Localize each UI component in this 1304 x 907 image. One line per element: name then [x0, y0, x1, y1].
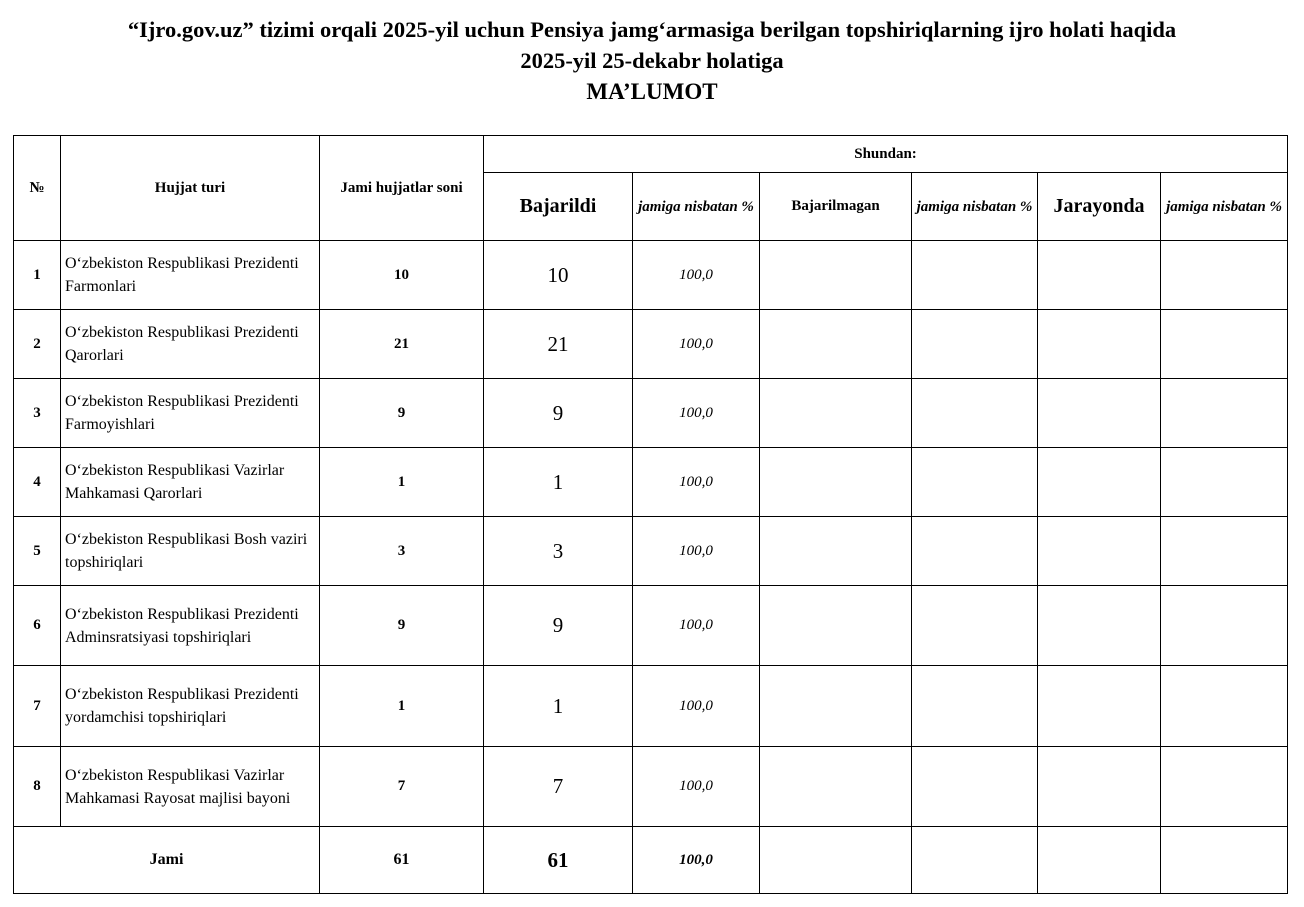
header-not-done-pct: jamiga nisbatan % [912, 173, 1038, 241]
row-done: 9 [484, 379, 633, 448]
row-total: 21 [320, 310, 484, 379]
total-label: Jami [14, 827, 320, 894]
row-doc-type: O‘zbekiston Respublikasi Prezidenti yordamchisi topshiriqlari [61, 666, 320, 747]
header-not-done: Bajarilmagan [760, 173, 912, 241]
total-docs: 61 [320, 827, 484, 894]
table-row [14, 666, 1288, 747]
header-done: Bajarildi [484, 173, 633, 241]
header-doc-type: Hujjat turi [61, 136, 320, 241]
header-number: № [14, 136, 61, 241]
execution-status-table [13, 135, 1288, 894]
row-number: 1 [14, 241, 61, 310]
row-doc-type: O‘zbekiston Respublikasi Vazirlar Mahkamasi Rayosat majlisi bayoni [61, 747, 320, 827]
row-in-progress [1038, 379, 1161, 448]
table-row [14, 586, 1288, 666]
total-row [14, 827, 1288, 894]
row-total: 3 [320, 517, 484, 586]
header-done-pct: jamiga nisbatan % [633, 173, 760, 241]
document-date: 2025-yil 25-dekabr holatiga [520, 48, 784, 73]
document-heading: MA’LUMOT [586, 79, 718, 104]
header-group-shundan: Shundan: [484, 136, 1288, 173]
total-not-done-pct [912, 827, 1038, 894]
row-in-progress [1038, 241, 1161, 310]
row-done-pct: 100,0 [633, 379, 760, 448]
row-not-done-pct [912, 448, 1038, 517]
row-total: 9 [320, 379, 484, 448]
row-not-done-pct [912, 310, 1038, 379]
row-not-done [760, 586, 912, 666]
row-not-done [760, 666, 912, 747]
row-done: 7 [484, 747, 633, 827]
row-in-progress-pct [1161, 747, 1288, 827]
row-in-progress [1038, 666, 1161, 747]
row-doc-type: O‘zbekiston Respublikasi Vazirlar Mahkamasi Qarorlari [61, 448, 320, 517]
table-row [14, 448, 1288, 517]
row-number: 3 [14, 379, 61, 448]
row-in-progress-pct [1161, 379, 1288, 448]
row-doc-type: O‘zbekiston Respublikasi Prezidenti Adminsratsiyasi topshiriqlari [61, 586, 320, 666]
row-done-pct: 100,0 [633, 666, 760, 747]
row-doc-type: O‘zbekiston Respublikasi Prezidenti Farmonlari [61, 241, 320, 310]
row-done: 3 [484, 517, 633, 586]
table-row [14, 747, 1288, 827]
row-done-pct: 100,0 [633, 517, 760, 586]
header-in-progress-pct: jamiga nisbatan % [1161, 173, 1288, 241]
document-header [0, 14, 1304, 108]
row-total: 7 [320, 747, 484, 827]
row-in-progress-pct [1161, 517, 1288, 586]
row-done: 21 [484, 310, 633, 379]
row-in-progress-pct [1161, 241, 1288, 310]
row-in-progress-pct [1161, 448, 1288, 517]
row-total: 1 [320, 448, 484, 517]
row-number: 2 [14, 310, 61, 379]
row-in-progress-pct [1161, 586, 1288, 666]
row-done: 1 [484, 666, 633, 747]
row-number: 7 [14, 666, 61, 747]
row-not-done [760, 448, 912, 517]
table-row [14, 379, 1288, 448]
row-doc-type: O‘zbekiston Respublikasi Bosh vaziri topshiriqlari [61, 517, 320, 586]
row-total: 9 [320, 586, 484, 666]
row-done-pct: 100,0 [633, 586, 760, 666]
row-done-pct: 100,0 [633, 241, 760, 310]
row-in-progress-pct [1161, 310, 1288, 379]
row-in-progress [1038, 747, 1161, 827]
row-in-progress-pct [1161, 666, 1288, 747]
row-not-done-pct [912, 666, 1038, 747]
total-done-pct: 100,0 [633, 827, 760, 894]
row-doc-type: O‘zbekiston Respublikasi Prezidenti Qarorlari [61, 310, 320, 379]
row-done: 1 [484, 448, 633, 517]
document-title: “Ijro.gov.uz” tizimi orqali 2025-yil uchun Pensiya jamg‘armasiga berilgan topshiriqlarning ijro holati haqida [127, 17, 1177, 42]
row-number: 5 [14, 517, 61, 586]
row-doc-type: O‘zbekiston Respublikasi Prezidenti Farmoyishlari [61, 379, 320, 448]
row-done-pct: 100,0 [633, 310, 760, 379]
total-not-done [760, 827, 912, 894]
row-not-done-pct [912, 241, 1038, 310]
row-not-done-pct [912, 379, 1038, 448]
row-done-pct: 100,0 [633, 448, 760, 517]
total-done: 61 [484, 827, 633, 894]
header-in-progress: Jarayonda [1038, 173, 1161, 241]
table-row [14, 517, 1288, 586]
row-done-pct: 100,0 [633, 747, 760, 827]
row-in-progress [1038, 586, 1161, 666]
total-in-progress [1038, 827, 1161, 894]
row-number: 4 [14, 448, 61, 517]
header-total-docs: Jami hujjatlar soni [320, 136, 484, 241]
row-done: 10 [484, 241, 633, 310]
row-not-done [760, 310, 912, 379]
row-number: 6 [14, 586, 61, 666]
table-row [14, 310, 1288, 379]
row-in-progress [1038, 310, 1161, 379]
total-in-progress-pct [1161, 827, 1288, 894]
row-in-progress [1038, 448, 1161, 517]
row-in-progress [1038, 517, 1161, 586]
row-not-done [760, 517, 912, 586]
row-total: 10 [320, 241, 484, 310]
row-number: 8 [14, 747, 61, 827]
row-not-done [760, 379, 912, 448]
row-not-done-pct [912, 586, 1038, 666]
row-total: 1 [320, 666, 484, 747]
row-done: 9 [484, 586, 633, 666]
row-not-done [760, 747, 912, 827]
row-not-done-pct [912, 517, 1038, 586]
row-not-done-pct [912, 747, 1038, 827]
table-row [14, 241, 1288, 310]
row-not-done [760, 241, 912, 310]
